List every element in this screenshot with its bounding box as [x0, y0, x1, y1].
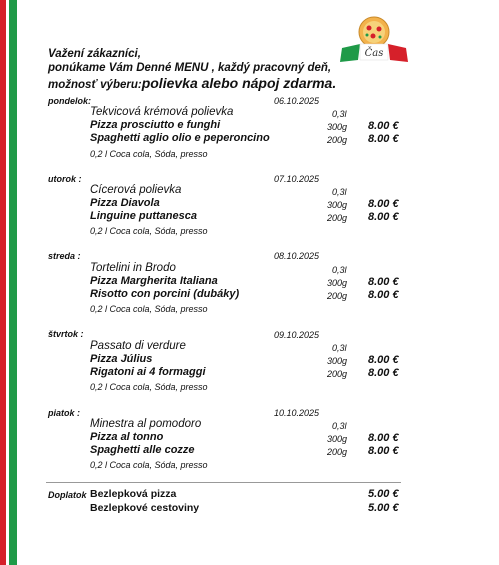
meal-name: Pizza Margherita Italiana — [90, 275, 218, 287]
meal-price: 8.00 € — [368, 289, 399, 301]
divider — [46, 482, 401, 483]
meal-quantity: 300g — [327, 434, 348, 444]
soup-name: Cícerová polievka — [90, 184, 182, 196]
intro-choice-highlight: polievka alebo nápoj zdarma. — [141, 75, 337, 91]
intro-offer: ponúkame Vám Denné MENU , každý pracovný deň, — [48, 62, 332, 74]
meal-name: Risotto con porcini (dubáky) — [90, 288, 240, 300]
day-date: 06.10.2025 — [274, 96, 320, 106]
day-date: 09.10.2025 — [274, 330, 320, 340]
addon-price: 5.00 € — [368, 488, 399, 500]
meal-name: Pizza Július — [90, 353, 153, 365]
meal-price: 8.00 € — [368, 354, 399, 366]
soup-quantity: 0,3l — [332, 343, 347, 353]
day-date: 10.10.2025 — [274, 408, 320, 418]
soup-quantity: 0,3l — [332, 187, 347, 197]
meal-quantity: 200g — [327, 213, 348, 223]
intro-choice — [48, 75, 336, 91]
pizza-logo-icon — [338, 14, 410, 66]
meal-name: Spaghetti alle cozze — [90, 444, 195, 456]
meal-quantity: 200g — [327, 291, 348, 301]
meal-quantity: 200g — [327, 135, 348, 145]
addons-label: Doplatok — [48, 490, 87, 500]
meal-price: 8.00 € — [368, 211, 399, 223]
meal-name: Rigatoni ai 4 formaggi — [90, 366, 206, 378]
soup-quantity: 0,3l — [332, 265, 347, 275]
soup-quantity: 0,3l — [332, 421, 347, 431]
day-name: utorok : — [48, 174, 82, 184]
meal-price: 8.00 € — [368, 276, 399, 288]
meal-name: Pizza al tonno — [90, 431, 164, 443]
meal-name: Pizza prosciutto e funghi — [90, 119, 221, 131]
meal-quantity: 200g — [327, 369, 348, 379]
meal-quantity: 300g — [327, 356, 348, 366]
meal-price: 8.00 € — [368, 198, 399, 210]
meal-quantity: 300g — [327, 200, 348, 210]
meal-price: 8.00 € — [368, 445, 399, 457]
day-date: 07.10.2025 — [274, 174, 320, 184]
meal-quantity: 300g — [327, 278, 348, 288]
meal-quantity: 200g — [327, 447, 348, 457]
meal-quantity: 300g — [327, 122, 348, 132]
meal-name: Pizza Diavola — [90, 197, 160, 209]
soup-name: Minestra al pomodoro — [90, 418, 202, 430]
drinks-line: 0,2 l Coca cola, Sóda, presso — [90, 304, 208, 314]
meal-price: 8.00 € — [368, 120, 399, 132]
day-name: štvrtok : — [48, 329, 84, 339]
flag-stripe-green — [9, 0, 17, 565]
addon-price: 5.00 € — [368, 502, 399, 514]
svg-text:Čas: Čas — [364, 48, 384, 59]
meal-price: 8.00 € — [368, 133, 399, 145]
drinks-line: 0,2 l Coca cola, Sóda, presso — [90, 149, 208, 159]
day-name: streda : — [48, 251, 81, 261]
addon-name: Bezlepkové cestoviny — [90, 502, 200, 514]
addon-name: Bezlepková pizza — [90, 488, 177, 500]
soup-name: Tortelini in Brodo — [90, 262, 176, 274]
intro-choice-prefix: možnosť výberu: — [48, 79, 142, 91]
drinks-line: 0,2 l Coca cola, Sóda, presso — [90, 460, 208, 470]
meal-name: Linguine puttanesca — [90, 210, 197, 222]
day-date: 08.10.2025 — [274, 251, 320, 261]
soup-name: Passato di verdure — [90, 340, 186, 352]
meal-name: Spaghetti aglio olio e peperoncino — [90, 132, 270, 144]
soup-name: Tekvicová krémová polievka — [90, 106, 234, 118]
intro-greeting: Važení zákazníci, — [48, 48, 141, 60]
meal-price: 8.00 € — [368, 367, 399, 379]
day-name: pondelok: — [48, 96, 91, 106]
soup-quantity: 0,3l — [332, 109, 347, 119]
drinks-line: 0,2 l Coca cola, Sóda, presso — [90, 382, 208, 392]
meal-price: 8.00 € — [368, 432, 399, 444]
day-name: piatok : — [48, 408, 81, 418]
drinks-line: 0,2 l Coca cola, Sóda, presso — [90, 226, 208, 236]
